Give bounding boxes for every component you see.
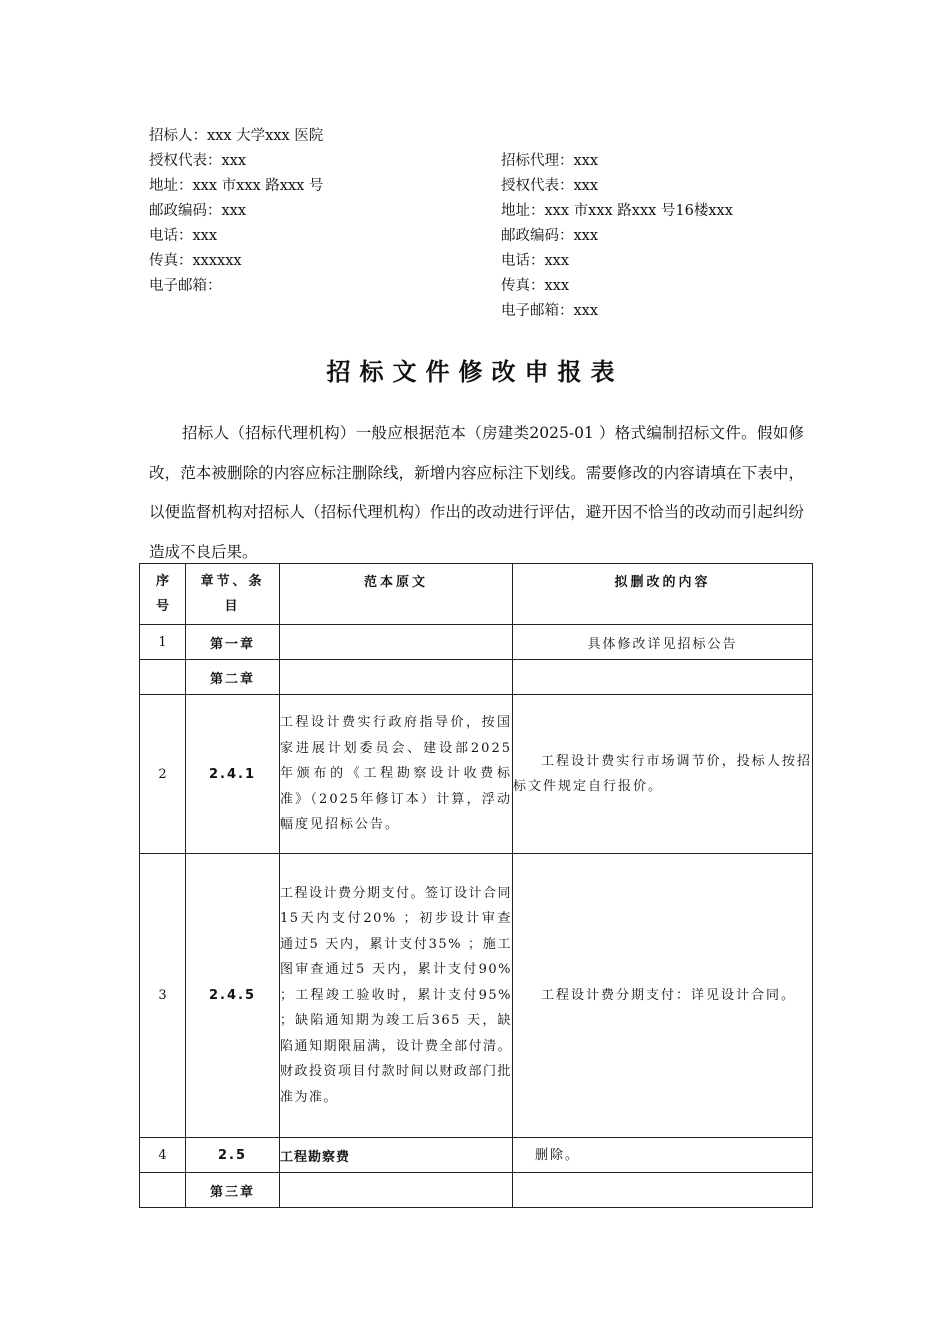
agent-email: 电子邮箱：xxx [501, 303, 599, 319]
header-section: 章节、条目 [186, 564, 280, 625]
row-original: 工程设计费实行政府指导价，按国家进展计划委员会、建设部2025年颁布的《工程勘察设计收费标准》（2025年修订本）计算，浮动幅度见招标公告。 [280, 695, 513, 854]
tenderer-fax: 传真：xxxxxx [149, 253, 242, 269]
table-row [140, 1138, 813, 1173]
table-row [140, 625, 813, 660]
tenderer-representative: 授权代表：xxx [149, 153, 247, 169]
tenderer-address: 地址：xxx 市xxx 路xxx 号 [149, 178, 324, 194]
row-section: 2.4.1 [186, 695, 280, 854]
agent-representative: 授权代表：xxx [501, 178, 599, 194]
row-no: 4 [140, 1138, 186, 1173]
table-row [140, 695, 813, 854]
row-section: 第二章 [186, 660, 280, 695]
tenderer-name: 招标人：xxx 大学xxx 医院 [149, 128, 324, 144]
row-section: 第一章 [186, 625, 280, 660]
row-modified: 具体修改详见招标公告 [513, 625, 813, 660]
row-modified: 工程设计费分期支付：详见设计合同。 [513, 854, 813, 1138]
row-modified: 工程设计费实行市场调节价，投标人按招标文件规定自行报价。 [513, 695, 813, 854]
row-original: 工程勘察费 [280, 1138, 513, 1173]
tenderer-postcode: 邮政编码：xxx [149, 203, 247, 219]
row-original [280, 660, 513, 695]
row-section: 第三章 [186, 1173, 280, 1208]
agent-fax: 传真：xxx [501, 278, 570, 294]
row-original [280, 625, 513, 660]
row-modified [513, 1173, 813, 1208]
intro-paragraph: 招标人（招标代理机构）一般应根据范本（房建类2025-01 ）格式编制招标文件。假如修改，范本被删除的内容应标注删除线，新增内容应标注下划线。需要修改的内容请填在下表中，以便监督机构对招标人（招标代理机构）作出的改动进行评估，避开因不恰当的改动而引起纠纷造成不良后果。 [149, 424, 804, 561]
row-no: 2 [140, 695, 186, 854]
row-section: 2.5 [186, 1138, 280, 1173]
tenderer-contact-block [149, 124, 323, 299]
row-section: 2.4.5 [186, 854, 280, 1138]
modification-table [139, 563, 813, 1208]
table-row [140, 1173, 813, 1208]
row-modified [513, 660, 813, 695]
agent-postcode: 邮政编码：xxx [501, 228, 599, 244]
agent-address: 地址：xxx 市xxx 路xxx 号16楼xxx [501, 203, 733, 219]
table-row [140, 660, 813, 695]
header-no: 序号 [140, 564, 186, 625]
row-original [280, 1173, 513, 1208]
tenderer-email: 电子邮箱： [149, 278, 222, 294]
table-header-row [140, 564, 813, 625]
agent-contact-block [501, 149, 733, 324]
header-original: 范本原文 [280, 564, 513, 625]
tenderer-phone: 电话：xxx [149, 228, 218, 244]
row-no: 1 [140, 625, 186, 660]
header-modified: 拟删改的内容 [513, 564, 813, 625]
table-row [140, 854, 813, 1138]
agent-name: 招标代理：xxx [501, 153, 599, 169]
row-no [140, 660, 186, 695]
page-title: 招标文件修改申报表 [326, 358, 624, 386]
row-modified: 删除。 [513, 1138, 813, 1173]
agent-phone: 电话：xxx [501, 253, 570, 269]
row-original: 工程设计费分期支付。签订设计合同15天内支付20% ；初步设计审查通过5 天内，累计支付35% ；施工图审查通过5 天内，累计支付90% ；工程竣工验收时，累计支付95% ；缺陷通知期为竣工后365 天，缺陷通知期限届满，设计费全部付清。财政投资项目付款时间以财政部门批准为准。 [280, 854, 513, 1138]
row-no [140, 1173, 186, 1208]
row-no: 3 [140, 854, 186, 1138]
